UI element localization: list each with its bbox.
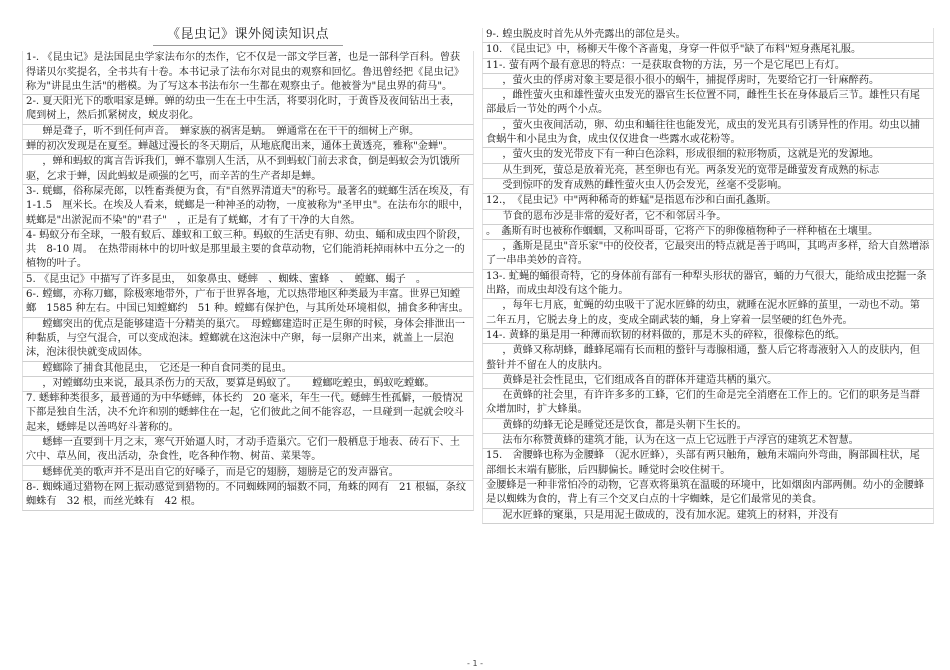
paragraph-right-3: ，萤火虫的俘虏对象主要是很小很小的蜗牛，捕捉俘虏时，先要给它打一针麻醉药。 — [482, 74, 934, 89]
paragraph-right-4: ，雌性萤火虫和雄性萤火虫发光的器官生长位置不同，雌性生长在身体最后三节。雄性只有尾部最后一节处的两个小点。 — [482, 89, 934, 119]
paragraph-right-10: 节食的恩布沙是非常的爱好者，它不和邻居斗争。 — [482, 210, 934, 225]
paragraph-right-9: 12.， 《昆虫记》中"两种稀奇的蚱蜢"是指恩布沙和白面孔螽斯。 — [482, 194, 934, 209]
paragraph-left-0: 1-. 《昆虫记》是法国昆虫学家法布尔的杰作，它不仅是一部文学巨著，也是一部科学百科。曾获得诺贝尔奖提名，全书共有十卷。本书记录了法布尔对昆虫的观察和回忆。鲁迅曾经把《昆虫记》称为"讲昆虫生活"的楷模。为了写这本书法布尔一生都在观察虫子。他被誉为"昆虫界的荷马"。 — [22, 51, 474, 95]
paragraph-left-14: 蟋蟀优美的歌声并不是出自它的好嗓子，而是它的翅膀，翅膀是它的发声器官。 — [22, 466, 474, 481]
paragraph-right-11: 。 螽斯有时也被称作蝈蝈，又称叫哥哥，它将产下的卵像植物种子一样种植在土壤里。 — [482, 225, 934, 240]
paragraph-right-15: 14-. 黄蜂的巢是用一种薄而软韧的材料做的，那是木头的碎粒，很像棕色的纸。 — [482, 329, 934, 344]
paragraph-right-8: 受到惊吓的发育成熟的雌性萤火虫人仍会发光，丝毫不受影响。 — [482, 179, 934, 194]
paragraph-left-5: 3-. 蜣螂，俗称屎壳郎，以牲畜粪便为食，有"自然界清道夫"的称号。最著名的蜣螂生活在埃及，有 1-1.5 厘米长。在埃及人看来，蜣螂是一种神圣的动物，一度被称为"圣甲虫"。在法布尔的眼中，蜣螂是"出淤泥而不染"的"君子" ，正是有了蜣螂，才有了干净的大自然。 — [22, 185, 474, 229]
paragraph-left-15: 8-. 蜘蛛通过猎物在网上振动感觉到猎物的。不同蜘蛛网的辐数不同，角蛛的网有 21 根辐，条纹蜘蛛有 32 根，而丝光蛛有 42 根。 — [22, 481, 474, 511]
paragraph-right-6: ，萤火虫的发光带皮下有一种白色涂料，形成很细的粒形物质，这就是光的发源地。 — [482, 148, 934, 163]
paragraph-right-16: ，黄蜂又称胡蜂，雌蜂尾端有长而粗的螯针与毒腺相通，螯人后它将毒液射入人的皮肤内，但螯针并不留在人的皮肤内。 — [482, 344, 934, 374]
paragraph-left-9: 螳螂突出的优点是能够建造十分精美的巢穴。 母螳螂建造时正是生卵的时候，身体会排泄出一种黏质，与空气混合，可以变成泡沫。螳螂就在这泡沫中产卵，每一层卵产出来，就盖上一层泡沫，泡沫很快就变成固体。 — [22, 318, 474, 362]
page-number: - 1 - — [467, 659, 483, 668]
paragraph-right-20: 法布尔称赞黄蜂的建筑才能，认为在这一点上它远胜于卢浮宫的建筑艺术智慧。 — [482, 434, 934, 449]
paragraph-right-14: ，每年七月底，虻蝇的幼虫吸干了泥水匠蜂的幼虫，就睡在泥水匠蜂的茧里，一动也不动。第二年五月，它脱去身上的皮，变成全副武装的蛹，身上穿着一层坚硬的红色外壳。 — [482, 299, 934, 329]
paragraph-right-1: 10. 《昆虫记》中，杨柳天牛像个吝啬鬼，身穿一件似乎"缺了布料"短身燕尾礼服。 — [482, 43, 934, 58]
paragraph-right-21: 15. 舍腰蜂也称为金腰蜂 （泥水匠蜂），头部有两只触角，触角末端向外弯曲，胸部圆柱状，尾部细长末端有膨胀，后四脚偏长。睡觉时会咬住树干。 — [482, 449, 934, 479]
paragraph-left-3: 蝉的初次发现是在夏至。蝉越过漫长的冬天期后，从地底爬出来，通体土黄透亮，雅称"金蝉"。 — [22, 140, 474, 155]
paragraph-left-10: 螳螂除了捕食其他昆虫， 它还是一种自食同类的昆虫。 — [22, 362, 474, 377]
paragraph-left-13: 蟋蟀一直要到十月之末，寒气开始逼人时，才动手造巢穴。它们一般栖息于地表、砖石下、土穴中、草丛间，夜出活动，杂食性，吃各种作物、树苗、菜果等。 — [22, 436, 474, 466]
document-title-text: 《昆虫记》课外阅读知识点 — [153, 27, 343, 46]
paragraph-right-5: ，萤火虫夜间活动，卵、幼虫和蛹往往也能发光，成虫的发光具有引诱异性的作用。幼虫以捕食蜗牛和小昆虫为食，成虫仅仅进食一些露水或花粉等。 — [482, 119, 934, 149]
paragraph-left-2: 蝉是聋子，听不到任何声音。 蝉家族的祸害是蚋。 蝉通常在在干干的细树上产卵。 — [22, 125, 474, 140]
paragraph-left-1: 2-. 夏天阳光下的歌唱家是蝉。蝉的幼虫一生在土中生活，将要羽化时，于黄昏及夜间钻出土表，爬到树上，然后抓紧树皮，蜕皮羽化。 — [22, 95, 474, 125]
paragraph-right-17: 黄蜂是社会性昆虫，它们组成各自的群体并建造共栖的巢穴。 — [482, 374, 934, 389]
paragraph-left-7: 5. 《昆虫记》中描写了许多昆虫， 如象鼻虫、蟋蟀 、蜘蛛、蜜蜂 、 螳螂、蝎子 。 — [22, 273, 474, 288]
paragraph-right-7: 从生到死，萤总是放着光亮，甚至卵也有光。两条发光的宽带是雌萤发育成熟的标志 — [482, 164, 934, 179]
paragraph-left-11: ，对螳螂幼虫来说，最具杀伤力的天敌，要算是蚂蚁了。 螳螂吃蝗虫，蚂蚁吃螳螂。 — [22, 377, 474, 392]
paragraph-right-13: 13-. 虻蝇的蛹很奇特，它的身体前有部有一种犁头形状的器官，蛹的力气很大，能给成虫挖掘一条出路，而成虫却没有这个能力。 — [482, 270, 934, 300]
paragraph-right-0: 9-. 蝗虫脱皮时首先从外壳露出的部位是头。 — [482, 28, 934, 43]
paragraph-right-22: 金腰蜂是一种非常怕冷的动物，它喜欢将巢筑在温暖的环境中，比如烟囱内部两侧。幼小的金腰蜂是以蜘蛛为食的，背上有三个交叉白点的十字蜘蛛，是它们最常见的美食。 — [482, 479, 934, 509]
paragraph-left-6: 4- 蚂蚁分布全球，一般有蚁后、雄蚁和工蚁三种。蚂蚁的生活史有卵、幼虫、蛹和成虫四个阶段，共 8-10 周。 在热带雨林中的切叶蚁是那里最主要的食草动物，它们能消耗掉雨林中五分之一的植物的叶子。 — [22, 229, 474, 273]
paragraph-right-23: 泥水匠蜂的窠巢，只是用泥土做成的，没有加水泥。建筑上的材料，并没有 — [482, 509, 934, 524]
paragraph-right-12: ，螽斯是昆虫"音乐家"中的佼佼者，它最突出的特点就是善于鸣叫，其鸣声多样，给大自然增添了一串串美妙的音符。 — [482, 240, 934, 270]
right-column — [482, 28, 934, 656]
paragraph-left-4: ，蝉和蚂蚁的寓言告诉我们，蝉不靠别人生活，从不到蚂蚁门前去求食，倒是蚂蚁会为饥饿所驱，乞求于蝉，因此蚂蚁是顽强的乞丐，而辛苦的生产者却是蝉。 — [22, 155, 474, 185]
paragraph-left-8: 6-. 螳螂，亦称刀螂，除极寒地带外，广布于世界各地，尤以热带地区种类最为丰富。世界已知螳螂 1585 种左右。中国已知螳螂约 51 种。螳螂有保护色，与其所处环境相似，捕食多种害虫。 — [22, 288, 474, 318]
document-title — [22, 28, 474, 45]
paragraph-right-2: 11-. 萤有两个最有意思的特点：一是获取食物的方法，另一个是它尾巴上有灯。 — [482, 59, 934, 74]
paragraph-left-12: 7. 蟋蟀种类很多，最普通的为中华蟋蟀，体长约 20 毫米，年生一代。蟋蟀生性孤僻，一般情况下都是独自生活，决不允许和别的蟋蟀住在一起，它们彼此之间不能容忍，一旦碰到一起就会咬斗起来，蟋蟀是以善鸣好斗著称的。 — [22, 392, 474, 436]
paragraph-right-19: 黄蜂的幼蜂无论是睡觉还是饮食，都是头朝下生长的。 — [482, 419, 934, 434]
paragraph-right-18: 在黄蜂的社会里，有许许多多的工蜂，它们的生命是完全消磨在工作上的。它们的职务是当群众增加时，扩大蜂巢。 — [482, 389, 934, 419]
left-column — [22, 27, 480, 656]
